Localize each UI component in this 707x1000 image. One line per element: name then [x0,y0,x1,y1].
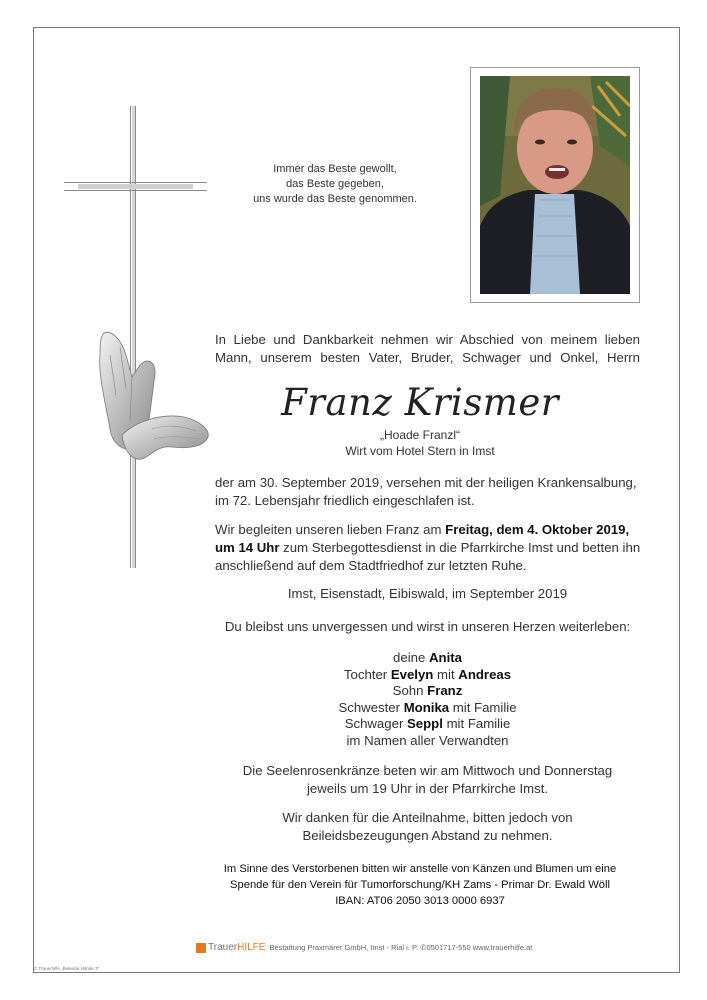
funeral-line: anschließend auf dem Stadtfriedhof zur letzten Ruhe. [215,558,527,573]
mourner-line: Sohn Franz [392,683,463,698]
funeral-line: um 14 Uhr zum Sterbegottesdienst in die Pfarrkirche Imst und betten ihn [215,540,641,555]
thanks-line: Wir danken für die Anteilnahme, bitten jedoch von [282,810,573,825]
funeral-date: Freitag, dem 4. Oktober 2019, [445,522,630,537]
death-notice-line: der am 30. September 2019, versehen mit der heiligen Krankensalbung, [215,475,637,490]
memorial-verse [240,162,430,207]
intro-text [215,331,640,367]
mourner-line: Schwester Monika mit Familie [338,699,517,715]
donation-line: Spende für den Verein für Tumorforschung/KH Zams - Primar Dr. Ewald Wöll [230,879,610,891]
farewell-text: Du bleibst uns unvergessen und wirst in unseren Herzen weiterleben: [224,619,631,634]
rosary-line: jeweils um 19 Uhr in der Pfarrkirche Imst. [306,781,549,796]
thanks-line: Beileidsbezeugungen Abstand zu nehmen. [302,828,553,843]
death-notice-line: im 72. Lebensjahr friedlich eingeschlafen ist. [215,493,475,508]
funeral-info [215,521,640,575]
rosary-info [215,762,640,798]
verse-line: uns wurde das Beste genommen. [253,193,417,205]
mourner-line: Tochter Evelyn mit Andreas [343,666,512,682]
deceased-nickname: „Hoade Franzl“ [379,428,461,442]
footer [196,942,616,956]
intro-line: In Liebe und Dankbarkeit nehmen wir Abschied von meinem lieben [215,332,640,347]
copyright: © Trauerhilfe „Betende Hände 3“ [34,966,100,971]
donation-line: Im Sinne des Verstorbenen bitten wir anstelle von Känzen und Blumen um eine [223,863,617,875]
funeral-time: um 14 Uhr [215,540,280,555]
funeral-line: Wir begleiten unseren lieben Franz am Freitag, dem 4. Oktober 2019, [215,522,630,537]
deceased-details [215,427,625,459]
place-date: Imst, Eisenstadt, Eibiswald, im September 2019 [287,586,568,601]
mourner-line: im Namen aller Verwandten [346,732,509,748]
mourner-line: deine Anita [393,650,462,665]
praying-hands-icon [92,325,212,475]
verse-line: Immer das Beste gewollt, [273,163,397,175]
deceased-name: Franz Krismer [281,381,559,424]
trauerhilfe-logo: TrauerHILFE [208,942,266,953]
rosary-line: Die Seelenrosenkränze beten wir am Mittwoch und Donnerstag [242,763,613,778]
iban: IBAN: AT06 2050 3013 0000 6937 [335,895,505,907]
verse-line: das Beste gegeben, [286,178,384,190]
trauerhilfe-logo-icon [196,943,206,953]
mourner-line: Schwager Seppl mit Familie [344,716,511,731]
death-notice [215,474,640,510]
footer-info: Bestattung Praxmarer GmbH, Imst - Rial i. P. ✆0501717-550 www.trauerhilfe.at [269,943,533,952]
thanks-text [215,809,640,845]
portrait-photo [480,76,630,294]
donation-request [200,861,640,909]
deceased-title: Wirt vom Hotel Stern in Imst [345,444,495,458]
mourners-list [215,650,640,749]
intro-line: Mann, unserem besten Vater, Bruder, Schwager und Onkel, Herrn [215,350,640,365]
